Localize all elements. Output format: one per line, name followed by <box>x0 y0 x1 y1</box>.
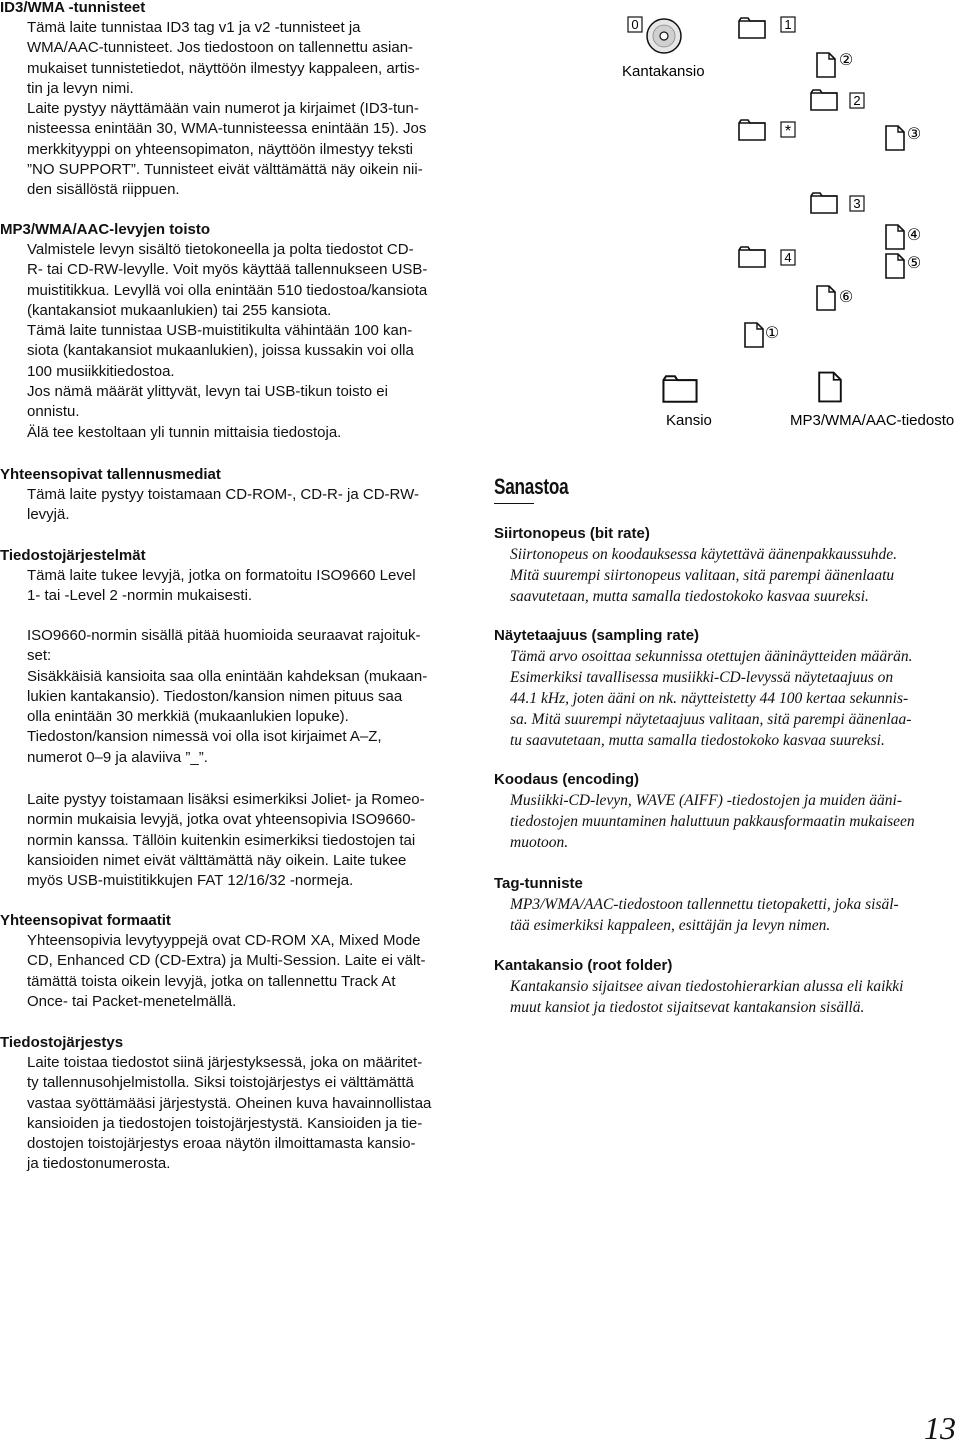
glossary-term: Näytetaajuus (sampling rate) <box>494 627 700 644</box>
file-icon <box>886 254 904 278</box>
section-media <box>0 465 470 526</box>
folder-tree-diagram <box>600 0 960 440</box>
glossary-term: Kantakansio (root folder) <box>494 957 673 974</box>
glossary-title-rule <box>494 503 534 504</box>
file-number-1: ① <box>764 323 780 342</box>
folder-icon <box>811 193 837 213</box>
folder-icon <box>739 18 765 38</box>
folder-icon <box>739 247 765 267</box>
folder-legend-label: Kansio <box>666 412 712 429</box>
section-id3-tags <box>0 0 470 201</box>
paragraph-filesystems-3: Laite pystyy toistamaan lisäksi esimerkiksi Joliet- ja Romeo- normin mukaisia levyjä, jotka ovat yhteensopivia ISO9660- normin kanssa. Tällöin kuitenkin esimerkiksi tiedostojen tai kansioiden nimet eivät välttämättä näy oikein. Laite tukee myös USB-muistitikkujen FAT 12/16/32 -normeja. <box>27 791 425 890</box>
file-number-2: ② <box>838 50 854 69</box>
glossary-entry <box>494 956 954 1018</box>
cd-disc-icon <box>647 19 681 53</box>
paragraph-media: Tämä laite pystyy toistamaan CD-ROM-, CD-R- ja CD-RW- levyjä. <box>27 486 419 524</box>
section-filesystems <box>0 546 470 607</box>
section-file-order <box>0 1033 470 1175</box>
paragraph-file-order: Laite toistaa tiedostot siinä järjestyksessä, joka on määritet- ty tallennusohjelmistolla. Siksi toistojärjestys ei välttämättä vastaa syöttämääsi järjestystä. Oheinen kuva havainnollistaa kansioiden ja tiedostojen toistojärjestystä. Kansioiden ja tie- dostojen toistojärjestys eroaa näytön ilmoittamasta kansio- ja tiedostonumerosta. <box>27 1054 432 1173</box>
glossary-entry <box>494 626 954 751</box>
heading-filesystems: Tiedostojärjestelmät <box>0 547 146 564</box>
file-legend-label: MP3/WMA/AAC-tiedosto <box>790 412 955 429</box>
glossary-entry <box>494 874 954 936</box>
folder-number-star: * <box>784 123 792 140</box>
glossary-entry <box>494 524 954 607</box>
paragraph-filesystems-1: Tämä laite tukee levyjä, jotka on formatoitu ISO9660 Level 1- tai -Level 2 -normin mukaisesti. <box>27 567 416 605</box>
glossary-definition: Siirtonopeus on koodauksessa käytettävä äänenpakkaussuhde. Mitä suurempi siirtonopeus valitaan, sitä parempi äänenlaatu saavutetaan, mutta samalla tiedostokoko kasvaa suureksi. <box>510 546 897 605</box>
paragraph-id3-tags: Tämä laite tunnistaa ID3 tag v1 ja v2 -tunnisteet ja WMA/AAC-tunnisteet. Jos tiedostoon on tallennettu asian- mukaiset tunnistetiedot, näyttöön ilmestyy kappaleen, artis- tin ja levyn nimi. Laite pystyy näyttämään vain numerot ja kirjaimet (ID3-tun- nisteessa enintään 30, WMA-tunnisteessa enintään 15). Jos merkkityyppi on yhteensopimaton, näyttöön ilmestyy teksti ”NO SUPPORT”. Tunnisteet eivät välttämättä näy oikein nii- den sisällöstä riippuen. <box>27 19 427 199</box>
glossary-definition: Tämä arvo osoittaa sekunnissa otettujen ääninäytteiden määrän. Esimerkiksi tavallisessa musiikki-CD-levyssä näytetaajuus on 44.1 kHz, joten ääni on nk. näytteistetty 44 100 kertaa sekunnis- sa. Mitä suurempi näytetaajuus valitaan, sitä parempi äänenlaa- tu saavutetaan, mutta samalla tiedostokoko kasvaa suureksi. <box>510 648 913 749</box>
file-number-4: ④ <box>906 225 922 244</box>
paragraph-filesystems-2-wrap <box>0 626 470 768</box>
glossary-term: Siirtonopeus (bit rate) <box>494 525 650 542</box>
folder-legend-icon <box>663 376 696 401</box>
file-number-3: ③ <box>906 124 922 143</box>
folder-number-0: 0 <box>631 17 639 32</box>
glossary-entry <box>494 770 954 853</box>
file-icon <box>745 323 763 347</box>
folder-number-3: 3 <box>853 196 861 211</box>
paragraph-formats: Yhteensopivia levytyyppejä ovat CD-ROM XA, Mixed Mode CD, Enhanced CD (CD-Extra) ja Multi-Session. Laite ei vält- tämättä toista oikein levyjä, jotka on tallennettu Track At Once- tai Packet-menetelmällä. <box>27 932 426 1010</box>
file-number-5: ⑤ <box>906 253 922 272</box>
section-mp3-playback <box>0 220 470 443</box>
heading-file-order: Tiedostojärjestys <box>0 1034 124 1051</box>
file-icon <box>886 225 904 249</box>
glossary-definition: Kantakansio sijaitsee aivan tiedostohierarkian alussa eli kaikki muut kansiot ja tiedostot sijaitsevat kantakansion sisällä. <box>510 978 904 1016</box>
file-legend-icon <box>819 373 841 402</box>
glossary-term: Koodaus (encoding) <box>494 771 639 788</box>
page-number: 13 <box>924 1410 956 1446</box>
folder-number-1: 1 <box>784 17 792 32</box>
paragraph-filesystems-3-wrap <box>0 790 470 891</box>
file-icon <box>886 126 904 150</box>
file-icon <box>817 53 835 77</box>
folder-icon <box>739 120 765 140</box>
glossary-title <box>494 474 589 500</box>
folder-icon <box>811 90 837 110</box>
paragraph-filesystems-2: ISO9660-normin sisällä pitää huomioida seuraavat rajoituk- set: Sisäkkäisiä kansioita saa olla enintään kahdeksan (mukaan- lukien kantakansio). Tiedoston/kansion nimen pituus saa olla enintään 30 merkkiä (mukaanlukien lopuke). Tiedoston/kansion nimessä voi olla isot kirjaimet A–Z, numerot 0–9 ja alaviiva ”_”. <box>27 627 428 766</box>
heading-mp3-playback: MP3/WMA/AAC-levyjen toisto <box>0 221 211 238</box>
section-formats <box>0 911 470 1012</box>
glossary-title-text: Sanastoa <box>494 474 569 499</box>
heading-formats: Yhteensopivat formaatit <box>0 912 171 929</box>
glossary-term: Tag-tunniste <box>494 875 583 892</box>
folder-number-2: 2 <box>853 93 861 108</box>
paragraph-mp3-playback: Valmistele levyn sisältö tietokoneella ja polta tiedostot CD- R- tai CD-RW-levylle. Voit myös käyttää tallennukseen USB- muistitikkua. Levyllä voi olla enintään 510 tiedostoa/kansiota (kantakansiot mukaanlukien) tai 255 kansiota. Tämä laite tunnistaa USB-muistitikulta vähintään 100 kan- siota (kantakansiot mukaanlukien), joissa kussakin voi olla 100 musiikkitiedostoa. Jos nämä määrät ylittyvät, levyn tai USB-tikun toisto ei onnistu. Älä tee kestoltaan yli tunnin mittaisia tiedostoja. <box>27 241 428 441</box>
root-folder-label: Kantakansio <box>622 63 705 80</box>
glossary-definition: Musiikki-CD-levyn, WAVE (AIFF) -tiedostojen ja muiden ääni- tiedostojen muuntaminen haluttuun pakkausformaatin mukaiseen muotoon. <box>510 792 915 851</box>
file-icon <box>817 286 835 310</box>
glossary-definition: MP3/WMA/AAC-tiedostoon tallennettu tietopaketti, joka sisäl- tää esimerkiksi kappaleen, esittäjän ja levyn nimen. <box>510 896 899 934</box>
heading-media: Yhteensopivat tallennusmediat <box>0 466 221 483</box>
folder-number-4: 4 <box>784 250 792 265</box>
heading-id3-tags: ID3/WMA -tunnisteet <box>0 0 146 16</box>
file-number-6: ⑥ <box>838 287 854 306</box>
